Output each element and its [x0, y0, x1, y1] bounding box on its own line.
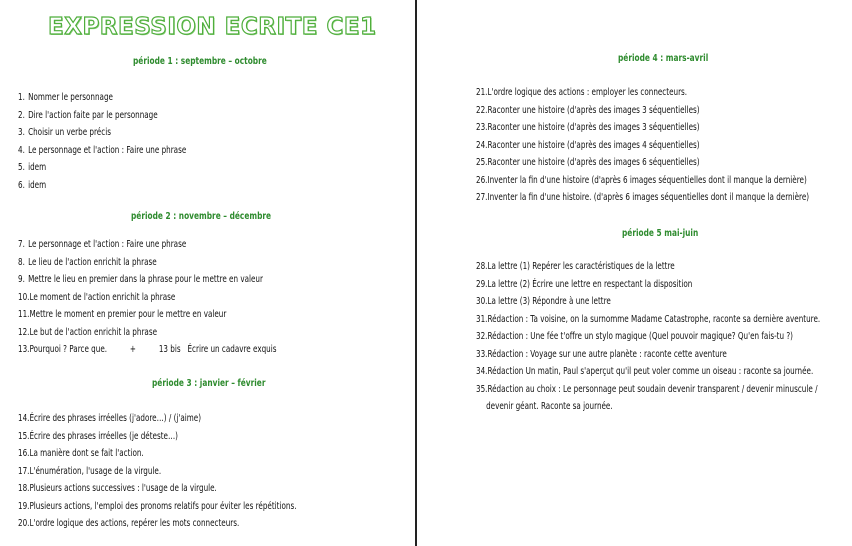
list-item: 30. La lettre (3) Répondre à une lettre [476, 296, 611, 307]
period-5-heading: période 5 mai-juin [622, 228, 699, 239]
page-title: EXPRESSION ECRITE CE1 [48, 14, 377, 40]
period-2-list [18, 236, 377, 359]
list-item: 35. Rédaction au choix : Le personnage peut soudain devenir transparent / devenir minuscule / [476, 383, 818, 395]
list-item: 31. Rédaction : Ta voisine, on la surnomme Madame Catastrophe, raconte sa dernière aventure. [476, 313, 821, 325]
list-item: 2. Dire l'action faite par le personnage [18, 109, 158, 121]
list-item: 6. idem [18, 179, 47, 191]
list-item: 7. Le personnage et l'action : Faire une phrase [18, 239, 187, 250]
period-4-list [476, 84, 852, 207]
list-item: 1. Nommer le personnage [18, 92, 113, 103]
list-item: 25. Raconter une histoire (d'après des images 6 séquentielles) [476, 157, 700, 168]
list-item: 21. L'ordre logique des actions : employer les connecteurs. [476, 87, 688, 98]
period-3-heading: période 3 : janvier – février [152, 378, 266, 389]
list-item: 12. Le but de l'action enrichit la phrase [18, 326, 158, 338]
period-5-list [476, 258, 852, 416]
period-2-heading: période 2 : novembre – décembre [131, 211, 272, 222]
list-item: 17. L'énumération, l'usage de la virgule. [18, 465, 162, 477]
list-item: 29. La lettre (2) Écrire une lettre en respectant la disposition [476, 278, 693, 290]
list-item: 15. Écrire des phrases irréelles (je déteste…) [18, 430, 178, 442]
list-item: 13. Pourquoi ? Parce que. + 13 bis Écrire un cadavre exquis [18, 344, 277, 355]
list-item: 27. Inventer la fin d'une histoire. (d'après 6 images séquentielles dont il manque la dernière) [476, 192, 810, 203]
period-1-list [18, 89, 252, 194]
list-item: 22. Raconter une histoire (d'après des images 3 séquentielles) [476, 104, 700, 116]
list-item: 14. Écrire des phrases irréelles (j'adore…) / (j'aime) [18, 413, 202, 424]
list-item: 9. Mettre le lieu en premier dans la phrase pour le mettre en valeur [18, 274, 263, 285]
list-item: 26. Inventer la fin d'une histoire (d'après 6 images séquentielles dont il manque la dernière) [476, 174, 807, 186]
list-item: 4. Le personnage et l'action : Faire une phrase [18, 144, 187, 156]
list-item: 18. Plusieurs actions successives : l'usage de la virgule. [18, 483, 217, 494]
list-item: 23. Raconter une histoire (d'après des images 3 séquentielles) [476, 122, 700, 133]
list-item: 19. Plusieurs actions, l'emploi des pronoms relatifs pour éviter les répétitions. [18, 500, 297, 512]
list-item: 5. idem [18, 162, 47, 173]
list-item: 33. Rédaction : Voyage sur une autre planète : raconte cette aventure [476, 348, 727, 360]
list-item: 3. Choisir un verbe précis [18, 127, 111, 138]
list-item: 20. L'ordre logique des actions, repérer les mots connecteurs. [18, 518, 240, 529]
list-item: 10. Le moment de l'action enrichit la phrase [18, 291, 176, 303]
period-3-list [18, 410, 405, 533]
list-item: 8. Le lieu de l'action enrichit la phrase [18, 256, 157, 268]
list-item: 11. Mettre le moment en premier pour le mettre en valeur [18, 309, 227, 320]
list-item: devenir géant. Raconte sa journée. [486, 401, 613, 412]
list-item: 16. La manière dont se fait l'action. [18, 448, 144, 459]
list-item: 24. Raconter une histoire (d'après des images 4 séquentielles) [476, 139, 700, 151]
period-4-heading: période 4 : mars-avril [618, 53, 709, 64]
period-1-heading: période 1 : septembre – octobre [133, 56, 267, 67]
list-item: 28. La lettre (1) Repérer les caractéristiques de la lettre [476, 261, 675, 272]
list-item: 32. Rédaction : Une fée t'offre un stylo magique (Quel pouvoir magique? Qu'en fais-tu ?) [476, 331, 793, 342]
column-divider [415, 0, 417, 546]
list-item: 34. Rédaction Un matin, Paul s'aperçut qu'il peut voler comme un oiseau : raconte sa journée. [476, 366, 814, 377]
